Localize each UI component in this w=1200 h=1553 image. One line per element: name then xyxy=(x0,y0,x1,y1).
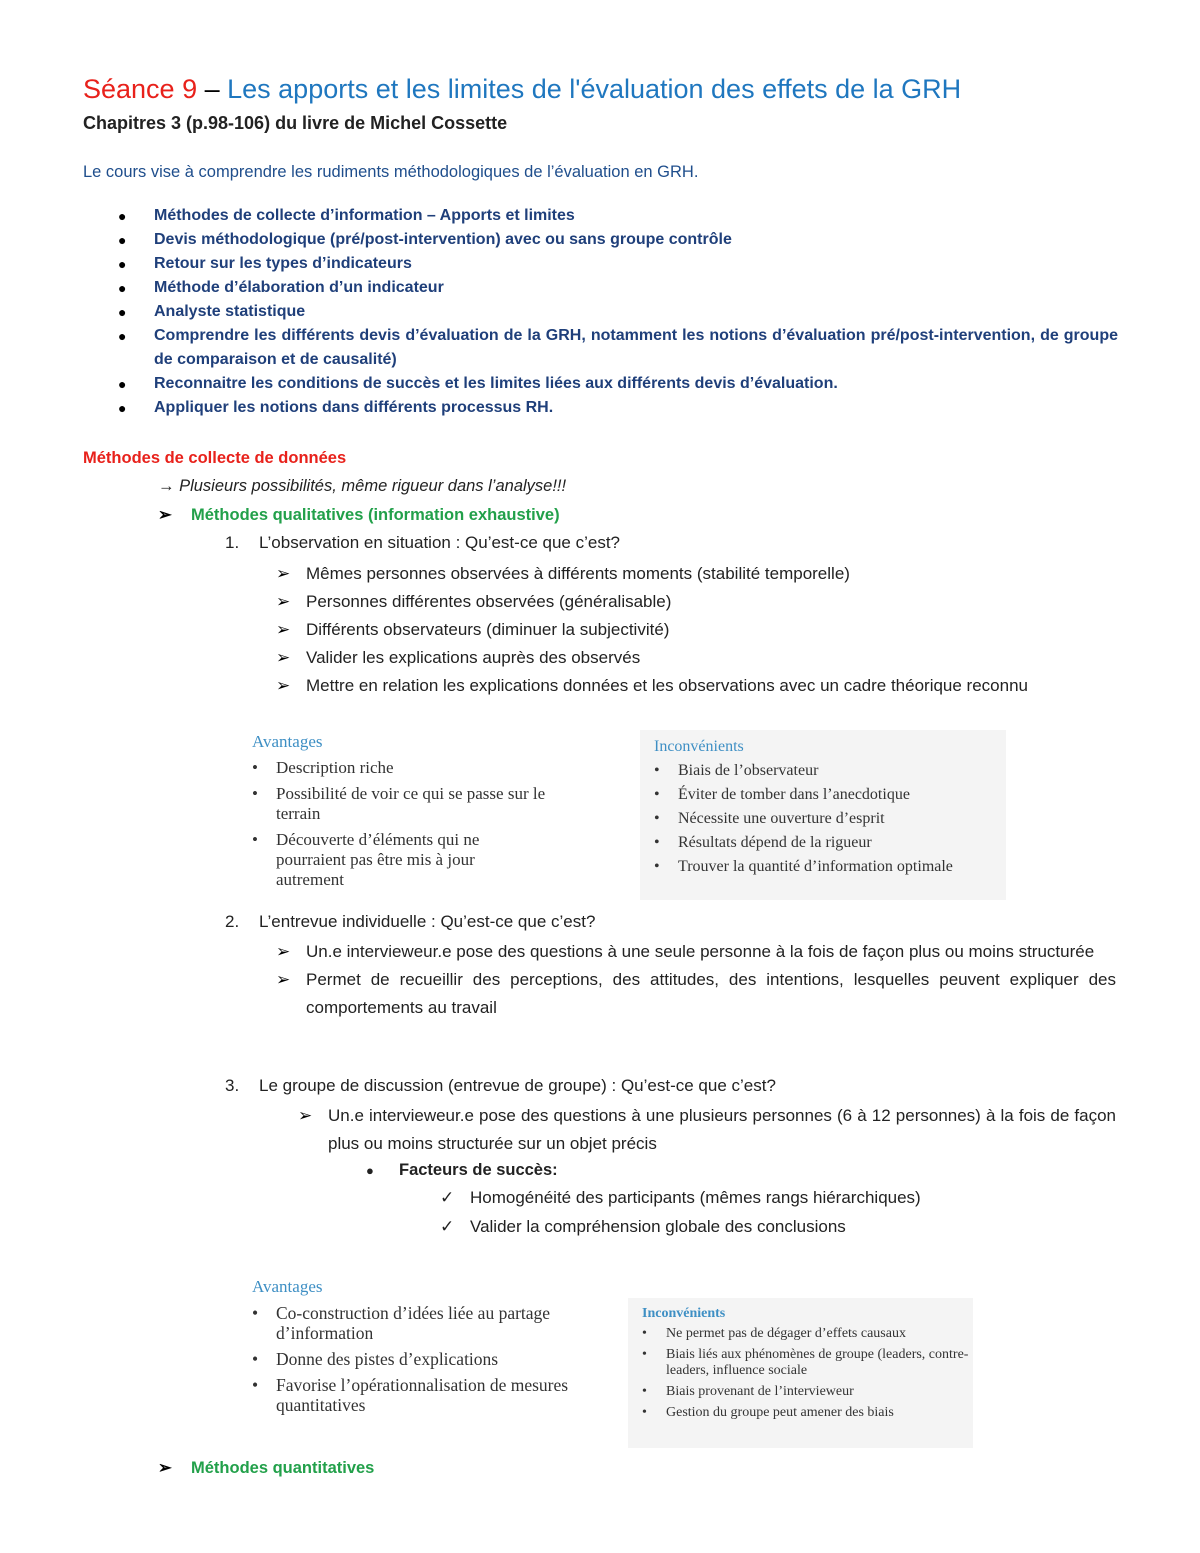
success-factors-label: ● Facteurs de succès: xyxy=(366,1161,558,1179)
checkmark-icon: ✓ xyxy=(440,1188,455,1207)
section-heading: Méthodes de collecte de données xyxy=(83,449,347,467)
arrowhead-icon: ➢ xyxy=(276,942,291,961)
arrow-note: → Plusieurs possibilités, même rigueur dans l’analyse!!! xyxy=(158,477,567,495)
observation-disadvantages xyxy=(640,730,1006,900)
bullet-icon: ● xyxy=(118,208,127,224)
list-item: • Ne permet pas de dégager d’effets causaux xyxy=(642,1326,906,1341)
objective-item: ● Reconnaitre les conditions de succès et les limites liées aux différents devis d’évaluation. xyxy=(118,372,1118,396)
list-item: • Co-construction d’idées liée au partage d’information xyxy=(252,1303,551,1343)
focus-group-advantages xyxy=(252,1277,602,1415)
page-title xyxy=(83,74,961,105)
list-item: • Gestion du groupe peut amener des biais xyxy=(642,1405,894,1420)
arrowhead-icon: ➢ xyxy=(276,620,291,639)
bullet-icon: ● xyxy=(118,256,127,272)
list-item: ➢ Personnes différentes observées (généralisable) xyxy=(276,588,1116,616)
list-item: • Donne des pistes d’explications xyxy=(252,1349,499,1369)
arrowhead-icon: ➢ xyxy=(298,1106,313,1125)
success-factor-item: ✓ Homogénéité des participants (mêmes rangs hiérarchiques) xyxy=(440,1188,921,1207)
objective-item: ● Comprendre les différents devis d’évaluation de la GRH, notamment les notions d’évaluation pré/post-intervention, de groupe de comparaison et de causalité) xyxy=(118,324,1118,372)
title-text: Les apports et les limites de l'évaluation des effets de la GRH xyxy=(227,74,962,104)
objectives-list xyxy=(118,204,1118,420)
list-item: • Biais provenant de l’intervieweur xyxy=(642,1384,854,1399)
disadvantages-title: Inconvénients xyxy=(642,1306,726,1321)
interview-title: 2. L’entrevue individuelle : Qu’est-ce que c’est? xyxy=(225,912,596,931)
disadvantages-title: Inconvénients xyxy=(654,738,744,755)
list-item: ➢ Un.e intervieweur.e pose des questions à une plusieurs personnes (6 à 12 personnes) à la fois de façon plus ou moins structurée sur un objet précis xyxy=(298,1102,1116,1158)
list-item: • Possibilité de voir ce qui se passe sur le terrain xyxy=(252,784,546,823)
objective-item: ● Retour sur les types d’indicateurs xyxy=(118,252,1118,276)
qualitative-heading: ➢ Méthodes qualitatives (information exhaustive) xyxy=(158,506,560,524)
bullet-icon: ● xyxy=(118,400,127,416)
list-item: • Favorise l’opérationnalisation de mesures quantitatives xyxy=(252,1375,569,1415)
observation-advantages xyxy=(252,732,582,890)
observation-points xyxy=(276,560,1116,700)
list-item: ➢ Valider les explications auprès des observés xyxy=(276,644,1116,672)
objective-item: ● Méthode d’élaboration d’un indicateur xyxy=(118,276,1118,300)
focus-group-points xyxy=(298,1102,1116,1158)
bullet-icon: ● xyxy=(118,232,127,248)
observation-title: 1. L’observation en situation : Qu’est-ce que c’est? xyxy=(225,533,620,552)
bullet-icon: ● xyxy=(118,280,127,296)
bullet-icon: ● xyxy=(118,328,127,344)
arrowhead-icon: ➢ xyxy=(276,970,291,989)
list-item: • Éviter de tomber dans l’anecdotique xyxy=(654,786,910,803)
list-item: • Biais de l’observateur xyxy=(654,762,819,779)
bullet-icon: ● xyxy=(118,376,127,392)
arrowhead-icon: ➢ xyxy=(276,564,291,583)
list-item: ➢ Mettre en relation les explications données et les observations avec un cadre théorique reconnu xyxy=(276,672,1116,700)
objective-item: ● Méthodes de collecte d’information – Apports et limites xyxy=(118,204,1118,228)
arrowhead-icon: ➢ xyxy=(276,676,291,695)
checkmark-icon: ✓ xyxy=(440,1217,455,1236)
success-factor-item: ✓ Valider la compréhension globale des conclusions xyxy=(440,1217,846,1236)
focus-group-title: 3. Le groupe de discussion (entrevue de groupe) : Qu’est-ce que c’est? xyxy=(225,1076,776,1095)
objective-item: ● Appliquer les notions dans différents processus RH. xyxy=(118,396,1118,420)
advantages-title: Avantages xyxy=(252,1277,323,1296)
list-item: • Trouver la quantité d’information optimale xyxy=(654,858,953,875)
seance-label: Séance 9 xyxy=(83,74,198,104)
list-item: • Description riche xyxy=(252,758,394,777)
objective-item: ● Devis méthodologique (pré/post-intervention) avec ou sans groupe contrôle xyxy=(118,228,1118,252)
list-item: • Nécessite une ouverture d’esprit xyxy=(654,810,885,827)
arrowhead-icon: ➢ xyxy=(276,648,291,667)
quantitative-heading: ➢ Méthodes quantitatives xyxy=(158,1459,375,1477)
intro-text: Le cours vise à comprendre les rudiments méthodologiques de l’évaluation en GRH. xyxy=(83,163,699,181)
arrowhead-icon: ➢ xyxy=(158,1459,172,1477)
title-dash: – xyxy=(197,74,228,104)
arrowhead-icon: ➢ xyxy=(158,506,172,524)
bullet-icon: ● xyxy=(366,1163,374,1178)
bullet-icon: ● xyxy=(118,304,127,320)
list-item: • Résultats dépend de la rigueur xyxy=(654,834,872,851)
list-item: ➢ Différents observateurs (diminuer la subjectivité) xyxy=(276,616,1116,644)
list-item: ➢ Un.e intervieweur.e pose des questions à une seule personne à la fois de façon plus ou moins structurée xyxy=(276,938,1116,966)
arrowhead-icon: ➢ xyxy=(276,592,291,611)
subtitle: Chapitres 3 (p.98-106) du livre de Michel Cossette xyxy=(83,113,508,133)
focus-group-disadvantages xyxy=(628,1298,973,1448)
list-item: • Découverte d’éléments qui ne pourraient pas être mis à jour autrement xyxy=(252,830,480,889)
list-item: ➢ Permet de recueillir des perceptions, des attitudes, des intentions, lesquelles peuvent expliquer des comportements au travail xyxy=(276,966,1116,1022)
interview-points xyxy=(276,938,1116,1022)
objective-item: ● Analyste statistique xyxy=(118,300,1118,324)
list-item: ➢ Mêmes personnes observées à différents moments (stabilité temporelle) xyxy=(276,560,1116,588)
list-item: • Biais liés aux phénomènes de groupe (leaders, contre-leaders, influence sociale xyxy=(642,1347,969,1378)
advantages-title: Avantages xyxy=(252,732,323,751)
